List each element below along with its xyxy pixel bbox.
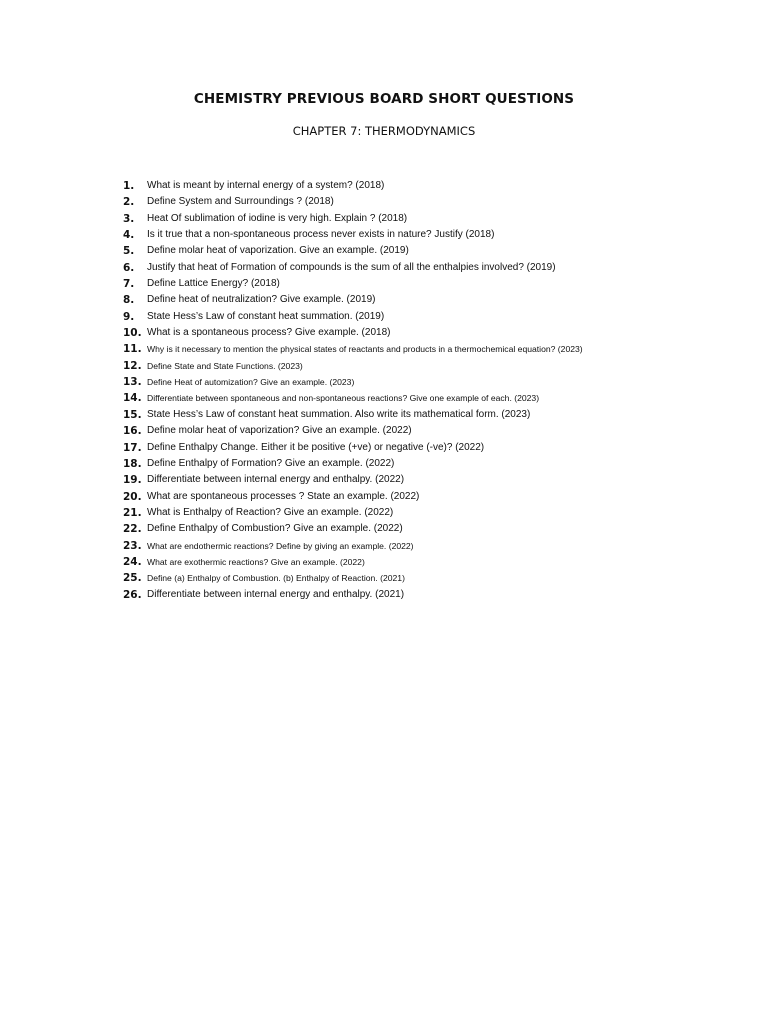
question-text: Differentiate between internal energy and enthalpy. (2021) <box>147 588 405 600</box>
question-text: State Hess’s Law of constant heat summation. Also write its mathematical form. (2023) <box>147 408 531 420</box>
question-number: 1. <box>123 180 135 192</box>
question-number: 24. <box>123 555 142 568</box>
document-title: CHEMISTRY PREVIOUS BOARD SHORT QUESTIONS <box>193 91 575 107</box>
question-number: 15. <box>123 408 142 421</box>
question-item <box>0 505 768 521</box>
question-number: 22. <box>123 523 142 536</box>
question-number: 12. <box>123 359 142 372</box>
question-number: 26. <box>123 588 142 601</box>
question-number: 18. <box>123 457 142 470</box>
question-number: 2. <box>123 196 135 209</box>
question-text: What are spontaneous processes ? State an example. (2022) <box>147 490 420 502</box>
question-text: Define Enthalpy of Formation? Give an example. (2022) <box>147 457 395 469</box>
question-number: 9. <box>123 310 135 323</box>
question-item <box>0 521 768 537</box>
question-item <box>0 243 768 259</box>
question-number: 21. <box>123 506 142 519</box>
question-list <box>0 178 768 603</box>
question-item <box>0 325 768 341</box>
question-number: 19. <box>123 474 142 487</box>
question-text: Define (a) Enthalpy of Combustion. (b) Enthalpy of Reaction. (2021) <box>147 573 405 584</box>
question-item <box>0 472 768 488</box>
question-item <box>0 538 768 554</box>
question-text: What is meant by internal energy of a system? (2018) <box>147 180 385 191</box>
question-item <box>0 390 768 406</box>
question-text: Why is it necessary to mention the physical states of reactants and products in a thermochemical equation? (2023) <box>147 344 583 355</box>
question-item <box>0 211 768 227</box>
question-number: 7. <box>123 278 135 291</box>
question-number: 16. <box>123 425 142 438</box>
question-text: State Hess’s Law of constant heat summation. (2019) <box>147 310 385 322</box>
question-item <box>0 276 768 292</box>
question-text: Define molar heat of vaporization? Give an example. (2022) <box>147 425 412 437</box>
question-number: 6. <box>123 261 135 274</box>
question-text: Define State and State Functions. (2023) <box>147 360 303 371</box>
question-text: Justify that heat of Formation of compounds is the sum of all the enthalpies involved? (2019) <box>147 261 556 273</box>
question-item <box>0 374 768 390</box>
question-item <box>0 407 768 423</box>
question-text: What is Enthalpy of Reaction? Give an example. (2022) <box>147 506 394 518</box>
question-item <box>0 341 768 357</box>
question-number: 20. <box>123 490 142 503</box>
question-text: Differentiate between internal energy and enthalpy. (2022) <box>147 474 405 486</box>
question-item <box>0 260 768 276</box>
question-text: Define Lattice Energy? (2018) <box>147 278 280 290</box>
question-item <box>0 309 768 325</box>
question-number: 17. <box>123 441 142 454</box>
question-item <box>0 456 768 472</box>
question-text: Is it true that a non-spontaneous process never exists in nature? Justify (2018) <box>147 229 495 241</box>
question-item <box>0 292 768 308</box>
question-number: 10. <box>123 327 142 340</box>
question-item <box>0 194 768 210</box>
question-number: 13. <box>123 376 142 389</box>
question-item <box>0 227 768 243</box>
question-item <box>0 178 768 194</box>
question-number: 14. <box>123 392 142 405</box>
question-number: 25. <box>123 572 142 585</box>
question-item <box>0 554 768 570</box>
question-text: Differentiate between spontaneous and non-spontaneous reactions? Give one example of each. (2023) <box>147 393 540 404</box>
question-item <box>0 358 768 374</box>
question-item <box>0 423 768 439</box>
question-text: Define Enthalpy of Combustion? Give an example. (2022) <box>147 523 403 535</box>
question-item <box>0 570 768 586</box>
document-subtitle: CHAPTER 7: THERMODYNAMICS <box>292 124 476 138</box>
question-text: Define heat of neutralization? Give example. (2019) <box>147 294 376 306</box>
question-number: 11. <box>123 343 142 356</box>
question-text: Define System and Surroundings ? (2018) <box>147 196 334 208</box>
question-number: 5. <box>123 245 135 258</box>
question-text: What are endothermic reactions? Define by giving an example. (2022) <box>147 540 414 551</box>
question-text: Define Enthalpy Change. Either it be positive (+ve) or negative (-ve)? (2022) <box>147 441 485 453</box>
question-number: 4. <box>123 229 135 242</box>
question-text: Heat Of sublimation of iodine is very high. Explain ? (2018) <box>147 212 408 224</box>
question-number: 8. <box>123 294 135 307</box>
question-item <box>0 489 768 505</box>
question-number: 3. <box>123 212 135 225</box>
question-text: Define Heat of automization? Give an example. (2023) <box>147 377 355 388</box>
question-number: 23. <box>123 539 142 552</box>
question-item <box>0 440 768 456</box>
question-item <box>0 587 768 603</box>
question-text: What is a spontaneous process? Give example. (2018) <box>147 327 391 339</box>
question-text: Define molar heat of vaporization. Give an example. (2019) <box>147 245 409 257</box>
question-text: What are exothermic reactions? Give an example. (2022) <box>147 556 365 567</box>
